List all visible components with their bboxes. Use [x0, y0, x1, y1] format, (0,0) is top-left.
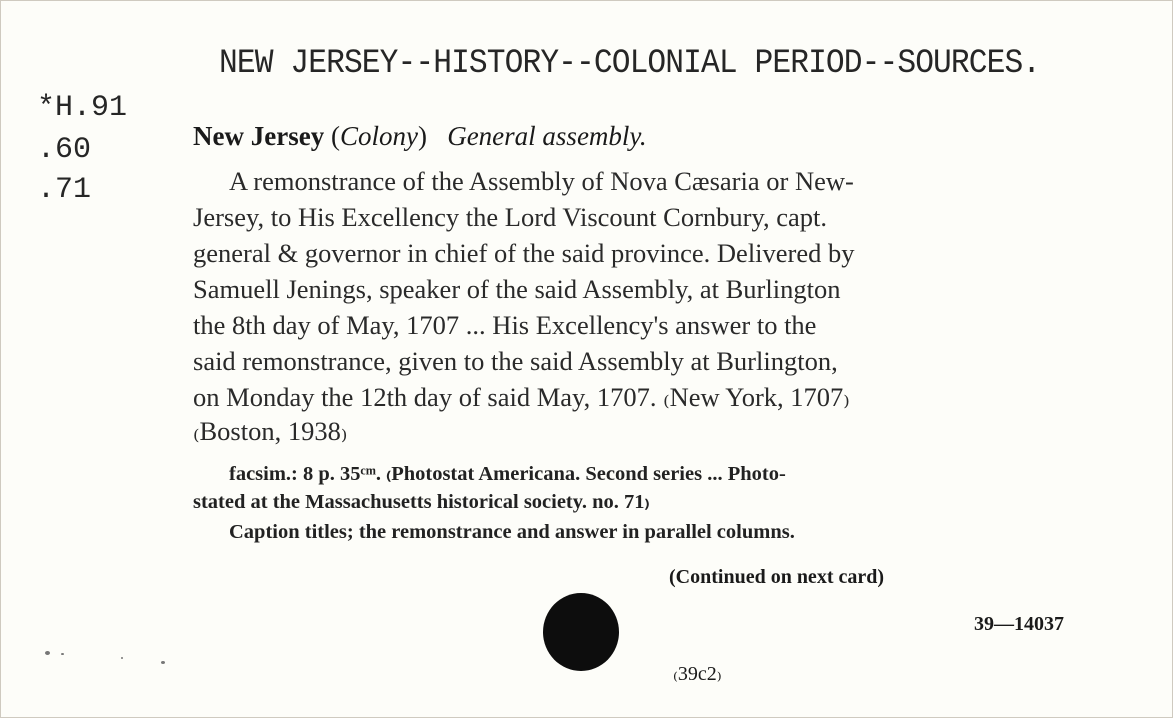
title-line: Samuell Jenings, speaker of the said Assembly, at Burlington [193, 274, 841, 304]
lccn-number: 39—14037 [974, 613, 1064, 635]
print-code: ₍39c2₎ [673, 663, 722, 685]
note-text: Caption titles; the remonstrance and answer in parallel columns. [229, 521, 795, 543]
ink-speck [161, 661, 165, 664]
punch-hole [543, 593, 619, 671]
author-subdivision: General assembly. [447, 121, 647, 151]
title-line: Jersey, to His Excellency the Lord Viscount Cornbury, capt. [193, 202, 828, 232]
author-name: New Jersey [193, 121, 325, 151]
title-line: A remonstrance of the Assembly of Nova Cæsaria or New- [229, 166, 854, 196]
ink-speck [45, 651, 50, 655]
continued-note: (Continued on next card) [669, 566, 885, 588]
author-paren-close: ) [417, 121, 427, 151]
subject-heading: NEW JERSEY--HISTORY--COLONIAL PERIOD--SOURCES. [219, 45, 1041, 83]
title-line: the 8th day of May, 1707 ... His Excellency's answer to the [193, 310, 817, 340]
call-number-line-2: .60 [37, 133, 92, 167]
collation-line: stated at the Massachusetts historical society. no. 71₎ [193, 491, 650, 513]
collation-line: facsim.: 8 p. 35ᶜᵐ. ₍Photostat Americana. Second series ... Photo- [229, 463, 786, 485]
title-line: on Monday the 12th day of said May, 1707. ₍New York, 1707₎ [193, 382, 850, 412]
call-number-line-3: .71 [37, 173, 92, 207]
call-number-line-1: *H.91 [37, 91, 128, 125]
ink-speck [121, 657, 123, 659]
title-line: said remonstrance, given to the said Assembly at Burlington, [193, 346, 838, 376]
title-line: general & governor in chief of the said province. Delivered by [193, 238, 855, 268]
ink-speck [61, 653, 64, 655]
title-line: ₍Boston, 1938₎ [193, 416, 348, 446]
author-heading [193, 121, 647, 152]
author-paren-open: ( [330, 121, 340, 151]
author-qualifier: Colony [339, 121, 418, 151]
